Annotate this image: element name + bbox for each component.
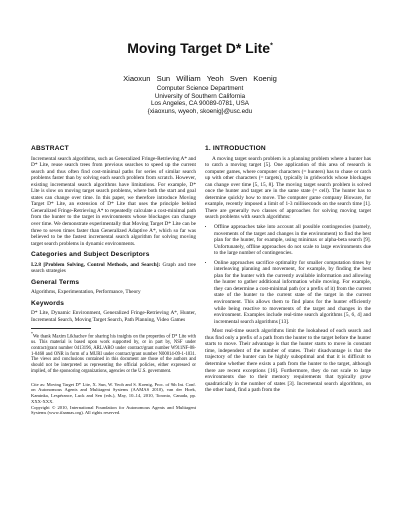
intro-paragraph: A moving target search problem is a planning problem where a hunter has to catch a moving target [5]. One application of this area of research is computer games, where computer characters (= hunters) has to chase or catch up with other characters (= targets), typically in gridworlds whose blockages can change over time [5, 15, 8]. The moving target search problem is solved once the hunter and target are in the same state (= cell). The hunter has to determine quickly how to move. The computer game company Bioware, for example, recently imposed a limit of 1-3 milliseconds on the search time [1]. There are generally two classes of approaches for solving moving target search problems with search algorithms: (205, 155, 371, 221)
citation-note: Cite as: Moving Target D* Lite, X. Sun, W. Yeoh and S. Koenig, Proc. of 9th Int. Conf. on Autonomous Agents and Multiagent Systems (AAMAS 2010), van der Hoek, Kaminka, Lespérance, Luck and Sen (eds.), May, 10–14, 2010, Toronto, Canada, pp. XXX-XXX. (31, 381, 196, 404)
footnote-mark: * (31, 331, 33, 336)
approach-list (205, 224, 371, 325)
acknowledgement-footnote (31, 332, 196, 375)
affiliation-line: Computer Science Department (156, 85, 244, 92)
author-emails: {xiaoxuns, wyeoh, skoenig}@usc.edu (147, 108, 253, 116)
paper-title: Moving Target D* Lite* (127, 40, 273, 56)
general-terms-heading: General Terms (31, 278, 80, 286)
introduction-heading: 1. INTRODUCTION (205, 145, 266, 152)
categories-code: I.2.8 [Problem Solving, Control Methods, and Search]: (31, 261, 161, 268)
abstract-text: Incremental search algorithms, such as Generalized Fringe-Retrieving A* and D* Lite, reuse search trees from previous searches to speed up the current search and thus often find cost-minimal paths for series of similar search problems faster than by solving each search problem from scratch. However, existing incremental search algorithms have limitations. For example, D* Lite is slow on moving target search problems, where both the start and goal states can change over time. In this paper, we therefore introduce Moving Target D* Lite, an extension of D* Lite that uses the principle behind Generalized Fringe-Retrieving A* to repeatedly calculate a cost-minimal path from the hunter to the target in environments whose blockages can change over time. We demonstrate experimentally that Moving Target D* Lite can be three to seven times faster than Generalized Adaptive A*, which so far was believed to be the fastest incremental search algorithm for solving moving target search problems in dynamic environments. (31, 155, 196, 247)
right-column (205, 146, 371, 394)
left-column (31, 146, 196, 416)
affiliation-block (0, 85, 400, 116)
intro-paragraph: Most real-time search algorithms limit the lookahead of each search and thus find only a prefix of a path from the hunter to the target before the hunter starts to move. Their advantage is that the hunter starts to move in constant time, independent of the number of states. Their disadvantage is that the trajectory of the hunter can be highly suboptimal and that it is difficult to determine whether there exists a path from the hunter to the target, although there are recent exceptions [16]. Furthermore, they do not scale to large environments due to their memory requirements that typically grow quadratically in the number of states [3]. Incremental search algorithms, on the other hand, find a path from the (205, 328, 371, 394)
affiliation-line: University of Southern California (154, 92, 246, 100)
footnote-text: We thank Maxim Likhachev for sharing his insights on the properties of D* Lite with us. This material is based upon work supported by, or in part by, NSF under contract/grant number 0413196, ARL/ARO under contract/grant number W911NF-08-1-0468 and ONR in form of a MURI under contract/grant number N00014-09-1-1031. The views and conclusions contained in this document are those of the authors and should not be interpreted as representing the official policies, either expressed or implied, of the sponsoring organizations, agencies or the U.S. government. (31, 334, 196, 374)
general-terms-text: Algorithms, Experimentation, Performance, Theory (31, 289, 141, 296)
list-item: • Offline approaches take into account all possible contingencies (namely, movements of the target and changes in the environment) to find the best plan for the hunter, for example, using minimax or alpha-beta search [9]. Unfortunately, offline approaches do not scale to large environments due to the large number of contingencies. (214, 224, 371, 257)
categories-heading: Categories and Subject Descriptors (31, 251, 150, 259)
categories-detail: Graph and tree search strategies (31, 261, 196, 275)
categories-text (31, 262, 196, 275)
author-list: Xiaoxun Sun William Yeoh Sven Koenig (123, 74, 277, 83)
copyright-note: Copyright © 2010, International Foundation for Autonomous Agents and Multiagent Systems (www.ifaamas.org). All rights reserved. (31, 404, 196, 416)
title-footnote-mark: * (270, 42, 273, 50)
footnote-divider (31, 328, 91, 329)
keywords-heading: Keywords (31, 299, 65, 307)
affiliation-line: Los Angeles, CA 90089-0781, USA (150, 100, 250, 108)
abstract-heading: ABSTRACT (31, 145, 69, 152)
keywords-text: D* Lite, Dynamic Environment, Generalized Fringe-Retrieving A*, Hunter, Incremental Search, Moving Target Search, Path Planning, Video Games (31, 310, 196, 324)
list-item: • Online approaches sacrifice optimality for smaller computation times by interleaving planning and movement, for example, by finding the best plan for the hunter with the currently available information and allowing the hunter to gather additional information while moving. For example, they can determine a cost-minimal path (or a prefix of it) from the current state of the hunter to the current state of the target in the current environment. This allows them to find plans for the hunter efficiently while being reactive to movements of the target and changes in the environment. Examples include real-time search algorithms [5, 6, 4] and incremental search algorithms [13]. (214, 260, 371, 325)
